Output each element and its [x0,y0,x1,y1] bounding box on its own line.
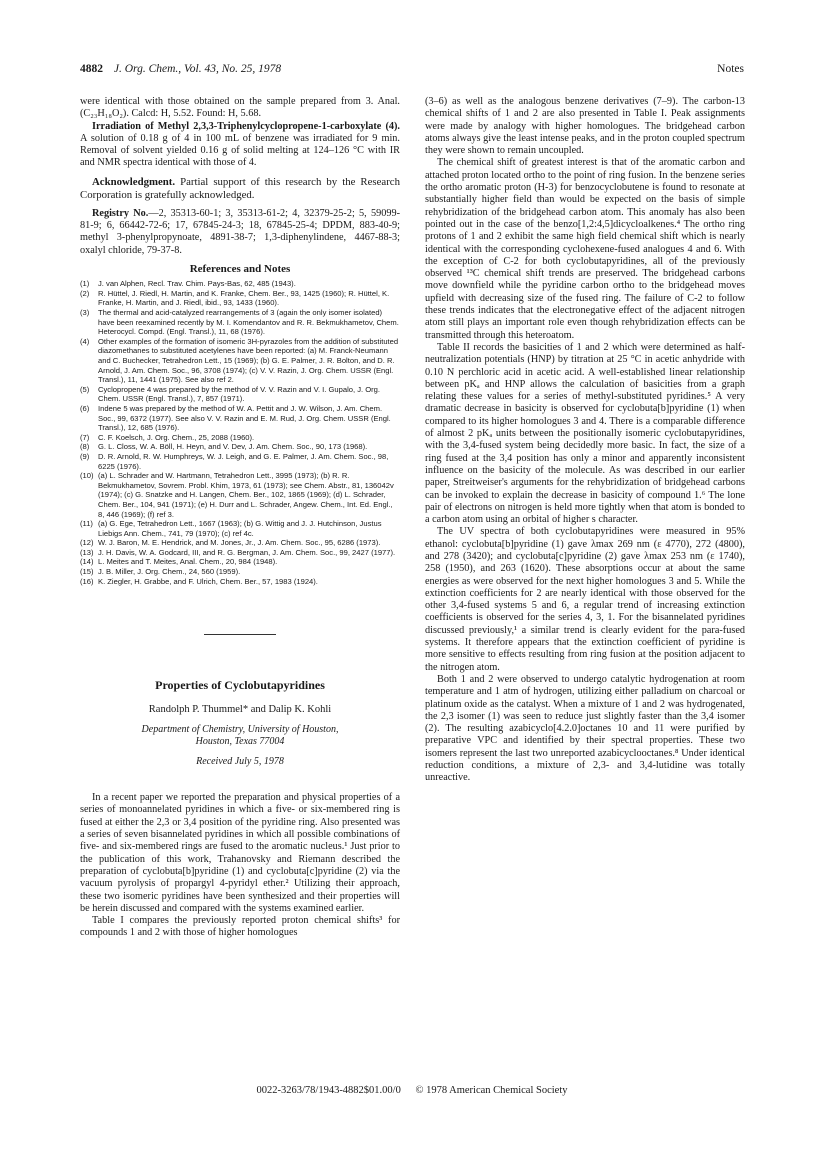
right-paragraph-3: Table II records the basicities of 1 and 2 which were determined as half-neutralization potentials (HNP) by titration at 25 °C in acetic anhydride with 0.10 N perchloric acid in acetic acid. A well-established linear relationship between pKₐ and HNP allows the calculation of basicities from a graph relating these values for a series of methyl-substituted pyridines.⁵ A very dramatic decrease in basicity is observed for cyclobuta[b]pyridine (1) when compared to its higher homologues 3 and 4. There is a comparable difference of almost 2 pKₐ units between the positionally isomeric cyclobutapyridines, with the 3,4-fused system being decidedly more basic. In fact, the size of a ring fused at the 3,4 position has only a minor and apparently inconsistent influence on the basicity of the molecule. As was described in our earlier paper, Streitweiser's arguments for the rehybridization of bridgehead carbons can be invoked to explain the decrease in basicity of compound 1.⁶ The lone pair of electrons on nitrogen is held more tightly when that atom is bonded to a carbon atom using an orbital of higher s character. [425,341,745,526]
page-footer [0,1085,824,1096]
reference-text: W. J. Baron, M. E. Hendrick, and M. Jones, Jr., J. Am. Chem. Soc., 95, 6286 (1973). [98,538,381,548]
reference-item [80,538,400,548]
reference-number: (2) [80,288,90,298]
reference-number: (12) [80,538,94,548]
reference-text: Indene 5 was prepared by the method of W. A. Pettit and J. W. Wilson, J. Am. Chem. Soc., 99, 6372 (1977). See also V. V. Razin and E. M. Rud, J. Org. Chem. USSR (Engl. Transl.), 12, 685 (1976). [98,403,391,433]
references-list [80,279,400,586]
journal-citation: J. Org. Chem., Vol. 43, No. 25, 1978 [113,63,282,75]
reference-text: J. van Alphen, Recl. Trav. Chim. Pays-Bas, 62, 485 (1943). [98,279,296,289]
page-number: 4882 [80,63,103,75]
running-head-left [80,63,281,75]
reference-text: J. B. Miller, J. Org. Chem., 24, 560 (1959). [98,567,241,577]
right-paragraph-5: Both 1 and 2 were observed to undergo catalytic hydrogenation at room temperature and 1 atm of hydrogen, utilizing either palladium on charcoal or platinum oxide as the catalyst. When a mixture of 1 and 2 was hydrogenated, the 2,3 isomer (1) was seen to reduce just slightly faster than the 3,4 isomer (2). The resulting azabicyclo[4.2.0]octanes 10 and 11 were purified by preparative VPC and identified by their spectral properties. These two isomers represent the last two unreported azabicyclooctanes.⁸ Under identical reduction conditions, a mixture of 2,3- and 3,4-lutidine was totally unreactive. [425,673,745,784]
reference-number: (1) [80,279,90,289]
reference-item [80,308,400,337]
reference-text: D. R. Arnold, R. W. Humphreys, W. J. Leigh, and G. E. Palmer, J. Am. Chem. Soc., 98, 6225 (1976). [98,451,389,471]
left-column [80,96,400,940]
body-paragraph-1: In a recent paper we reported the preparation and physical properties of a series of monoannelated pyridines in which a five- or six-membered ring is fused at either the 2,3 or 3,4 position of the pyridine ring. Also presented was a series of seven bisannelated pyridines in which all possible combinations of five- and six-membered rings are fused to the aromatic nucleus.¹ Just prior to the publication of this work, Trahanovsky and Riemann described the preparation of cyclobuta[b]pyridine (1) and cyclobuta[c]pyridine (2) via the vacuum pyrolysis of propargyl 4-pyridyl ether.² Utilizing their approach, these two isomeric pyridines have been synthesized and their properties will be herein discussed and compared with the systems examined earlier. [80,792,400,914]
reference-item [80,577,400,587]
reference-text: K. Ziegler, H. Grabbe, and F. Ulrich, Chem. Ber., 57, 1983 (1924). [98,576,318,586]
reference-item [80,337,400,385]
affiliation-line-2: Houston, Texas 77004 [195,735,285,747]
reference-number: (16) [80,576,94,586]
reference-item [80,548,400,558]
body-paragraph-2: Table I compares the previously reported proton chemical shifts³ for compounds 1 and 2 with those of higher homologues [80,915,400,939]
acknowledgment-paragraph [80,176,400,202]
reference-number: (5) [80,384,90,394]
reference-number: (11) [80,519,93,529]
reference-number: (9) [80,451,90,461]
reference-text: G. L. Closs, W. A. Böll, H. Heyn, and V. Dev, J. Am. Chem. Soc., 90, 173 (1968). [98,442,368,452]
reference-item [80,519,400,538]
section-name: Notes [717,63,744,75]
affiliation-line-1: Department of Chemistry, University of Houston, [141,723,339,735]
registry-heading: Registry No. [92,207,149,219]
reference-item [80,452,400,471]
reference-text: The thermal and acid-catalyzed rearrangements of 3 (again the only isomer isolated) have been reexamined recently by M. I. Komendantov and R. R. Bekmukhametov, Chem. Heterocycl. Compd. (Engl. Transl.), 11, 68 (1976). [98,308,399,337]
reference-text: (a) G. Ege, Tetrahedron Lett., 1667 (1963); (b) G. Wittig and J. J. Hutchinson, Justus Liebigs Ann. Chem., 741, 79 (1970); (c) ref 4c. [98,519,382,538]
right-paragraph-1: (3–6) as well as the analogous benzene derivatives (7–9). The carbon-13 chemical shifts of 1 and 2 are also presented in Table I. Peak assignments were made by analogy with higher homologues. The bridgehead carbon atoms always give the least intense peaks, and in the proton coupled spectrum they were shown to remain uncoupled. [425,96,745,157]
reference-item [80,567,400,577]
reference-number: (14) [80,557,94,567]
irradiation-heading: Irradiation of Methyl 2,3,3-Triphenylcyclopropene-1-carboxylate (4). [92,120,400,132]
reference-number: (13) [80,547,94,557]
right-paragraph-2: The chemical shift of greatest interest is that of the aromatic carbon and attached proton located ortho to the point of ring fusion. In the benzene series the ortho aromatic proton (H-3) for benzocyclobutene is found to resonate at substantially higher field than would be expected on the basis of simple rehybridization of the bridgehead carbon atom. This anomaly has also been pointed out in the case of the benzo[1,2:4,5]dicycloalkenes.⁴ The ortho ring protons of 1 and 2 exhibit the same high field chemical shift which is nearly identical with the corresponding cyclohexene-fused analogues 4 and 6. With the exception of C-2 for both cyclobutapyridines, all of the previously observed ¹³C chemical shift trends are preserved. The bridgehead carbons move downfield while the pyridine carbon ortho to the bridgehead moves upfield with decreasing size of the fused ring. The failure of C-2 to follow these trends indicates that the electronegative effect of the adjacent nitrogen atom still plays an important role even though rehybridization effects can be transmitted through this heteroatom. [425,157,745,341]
article-divider [204,634,276,635]
reference-number: (4) [80,336,90,346]
reference-item [80,404,400,433]
reference-number: (10) [80,471,94,481]
reference-item [80,433,400,443]
reference-number: (15) [80,567,94,577]
copyright-notice: © 1978 American Chemical Society [415,1085,568,1096]
reference-item [80,289,400,308]
article-title: Properties of Cyclobutapyridines [155,678,325,693]
article-authors: Randolph P. Thummel* and Dalip K. Kohli [148,703,332,715]
right-column [425,96,745,785]
reference-item [80,442,400,452]
reference-item [80,385,400,404]
references-title: References and Notes [189,262,291,275]
reference-text: L. Meites and T. Meites, Anal. Chem., 20, 984 (1948). [98,557,278,567]
author-affiliation [80,724,400,748]
reference-number: (6) [80,403,90,413]
received-date: Received July 5, 1978 [196,755,284,767]
reference-number: (7) [80,432,90,442]
reference-item [80,557,400,567]
reference-item [80,471,400,519]
registry-body: —2, 35313-60-1; 3, 35313-61-2; 4, 32379-25-2; 5, 59099-81-9; 6, 66442-72-6; 17, 67845-24-3; 18, 67845-25-4; DPDM, 883-40-9; methyl 3-phenylpropynoate, 4891-38-7; 1,3-diphenylindene, 4467-88-3; oxalyl chloride, 79-37-8. [80,207,401,256]
acknowledgment-heading: Acknowledgment. [92,175,176,188]
reference-text: C. F. Koelsch, J. Org. Chem., 25, 2088 (1960). [98,432,255,442]
reference-text: J. H. Davis, W. A. Godcard, III, and R. G. Bergman, J. Am. Chem. Soc., 99, 2427 (1977). [98,547,396,557]
experimental-tail: were identical with those obtained on the sample prepared from 3. Anal. (C₂₃H₁₈O₂). Calcd: H, 5.52. Found: H, 5.68. [80,96,400,120]
reference-text: (a) L. Schrader and W. Hartmann, Tetrahedron Lett., 3995 (1973); (b) R. R. Bekmukhametov, Sovrem. Probl. Khim, 1973, 61 (1973); see Chem. Abstr., 81, 136042v (1974); (c) G. Snatzke and H. Langen, Chem. Ber., 102, 1865 (1969); (d) L. Schrader, Chem. Ber., 104, 941 (1971); (e) H. Durr and L. Schrader, Angew. Chem., Int. Ed. Engl., 8, 446 (1969); (f) ref 3. [98,471,394,519]
reference-text: Other examples of the formation of isomeric 3H-pyrazoles from the addition of substituted diazomethanes to substituted acetylenes have been reported: (a) M. Franck-Neumann and C. Buchecker, Tetrahedron Lett., 15 (1969); (b) G. E. Palmer, J. R. Bolton, and D. R. Arnold, J. Am. Chem. Soc., 96, 3708 (1974); (c) V. V. Razin, J. Org. Chem. USSR (Engl. Transl.), 11, 1441 (1975). See also ref 2. [98,336,399,385]
acknowledgment-body: Partial support of this research by the Research Corporation is gratefully acknowledged. [80,175,400,201]
registry-paragraph [80,208,400,257]
running-head [80,63,744,79]
irradiation-body: A solution of 0.18 g of 4 in 100 mL of benzene was irradiated for 9 min. Removal of solvent yielded 0.16 g of solid melting at 124–126 °C with IR and NMR spectra identical with those of 4. [80,132,400,169]
reference-number: (3) [80,308,90,318]
right-paragraph-4: The UV spectra of both cyclobutapyridines were measured in 95% ethanol: cyclobuta[b]pyridine (1) gave λmax 269 nm (ε 4770), 272 (4800), and 278 (3420); and cyclobuta[c]pyridine (2) gave λmax 253 nm (ε 1740), 258 (1950), and 263 (1620). These absorptions occur at about the same energies as were observed for the next higher homologues 3 and 5. While the extinction coefficients for 2 are nearly identical with those observed for the other 3,4-fused systems 5 and 6, a regular trend of increasing extinction coefficients is observed for the series 4, 3, 1. For the bisannelated pyridines discussed previously,¹ a similar trend is clearly evident for the para-fused systems. It therefore appears that the extinction coefficient of pyridine is more sensitive to effects resulting from ring fusion at the position adjacent to the nitrogen atom. [425,526,745,673]
reference-text: R. Hüttel, J. Riedl, H. Martin, and K. Franke, Chem. Ber., 93, 1425 (1960); R. Hüttel, K. Franke, H. Martin, and J. Riedl, ibid., 93, 1433 (1960). [98,288,390,308]
irradiation-paragraph [80,121,400,170]
reference-text: Cyclopropene 4 was prepared by the method of V. V. Razin and V. I. Gupalo, J. Org. Chem. USSR (Engl. Transl.), 7, 857 (1971). [98,384,380,404]
article-code: 0022-3263/78/1943-4882$01.00/0 [256,1085,401,1096]
reference-number: (8) [80,442,90,452]
reference-item [80,279,400,289]
